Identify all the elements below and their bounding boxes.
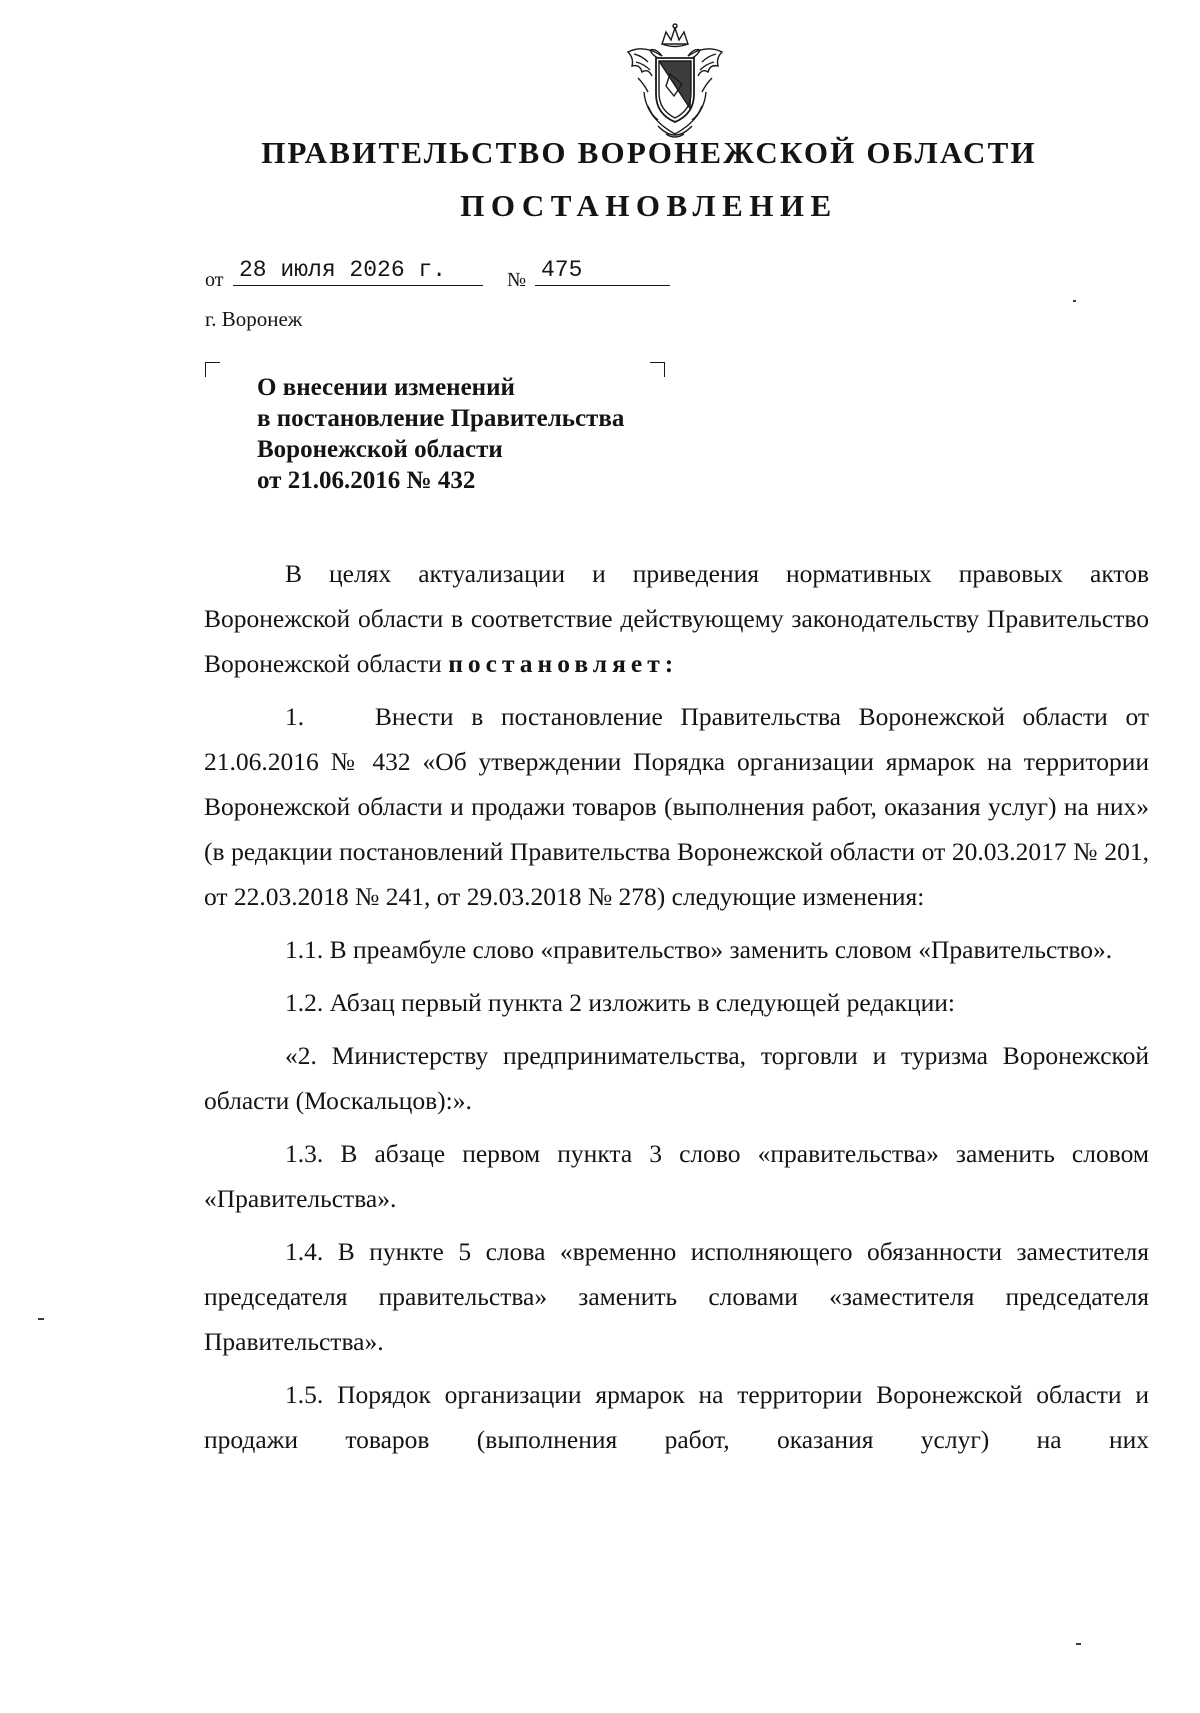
- document-subject: [257, 372, 624, 496]
- scan-artifact: [1073, 300, 1076, 302]
- subject-line: в постановление Правительства: [257, 405, 625, 432]
- number-prefix: №: [507, 269, 527, 291]
- document-date: 28 июля 2026 г.: [233, 257, 483, 286]
- document-body: [204, 551, 1156, 1462]
- scan-artifact: [1076, 1643, 1081, 1645]
- item-1-5-paragraph: 1.5. Порядок организации ярмарок на территории Воронежской области и продажи товаров (выполнения работ, оказания услуг) на них: [204, 1380, 1149, 1454]
- date-prefix: от: [205, 269, 224, 291]
- item-1-2-paragraph: 1.2. Абзац первый пункта 2 изложить в следующей редакции:: [285, 988, 956, 1017]
- coat-of-arms-emblem: [622, 22, 728, 146]
- corner-mark-right: [650, 362, 665, 377]
- subject-line: Воронежской области: [257, 436, 503, 463]
- preamble-paragraph: [204, 551, 1149, 686]
- item-1-2-quote-paragraph: «2. Министерству предпринимательства, торговли и туризма Воронежской области (Москальцов):».: [204, 1041, 1149, 1115]
- scan-artifact: [38, 1318, 44, 1320]
- preamble-text: В целях актуализации и приведения нормативных правовых актов Воронежской области в соответствие действующему законодательству Правительство Воронежской области: [204, 559, 1149, 678]
- item-1-paragraph: 1. Внести в постановление Правительства Воронежской области от 21.06.2016 № 432 «Об утверждении Порядка организации ярмарок на территории Воронежской области и продажи товаров (выполнения работ, оказания услуг) на них» (в редакции постановлений Правительства Воронежской области от 20.03.2017 № 201, от 22.03.2018 № 241, от 29.03.2018 № 278) следующие изменения:: [204, 702, 1156, 911]
- document-number: 475: [535, 257, 670, 286]
- subject-line: от 21.06.2016 № 432: [257, 467, 476, 494]
- corner-mark-left: [205, 362, 220, 377]
- item-1-4-paragraph: 1.4. В пункте 5 слова «временно исполняющего обязанности заместителя председателя правительства» заменить словами «заместителя председателя Правительства».: [204, 1237, 1149, 1356]
- city-label: г. Воронеж: [205, 307, 303, 331]
- item-1-3-paragraph: 1.3. В абзаце первом пункта 3 слово «правительства» заменить словом «Правительства».: [204, 1139, 1149, 1213]
- resolves-word: постановляет:: [448, 649, 679, 678]
- item-1-1-paragraph: 1.1. В преамбуле слово «правительство» заменить словом «Правительство».: [285, 935, 1113, 964]
- subject-line: О внесении изменений: [257, 374, 515, 401]
- government-title: ПРАВИТЕЛЬСТВО ВОРОНЕЖСКОЙ ОБЛАСТИ: [261, 135, 1037, 170]
- document-type-title: ПОСТАНОВЛЕНИЕ: [460, 188, 838, 223]
